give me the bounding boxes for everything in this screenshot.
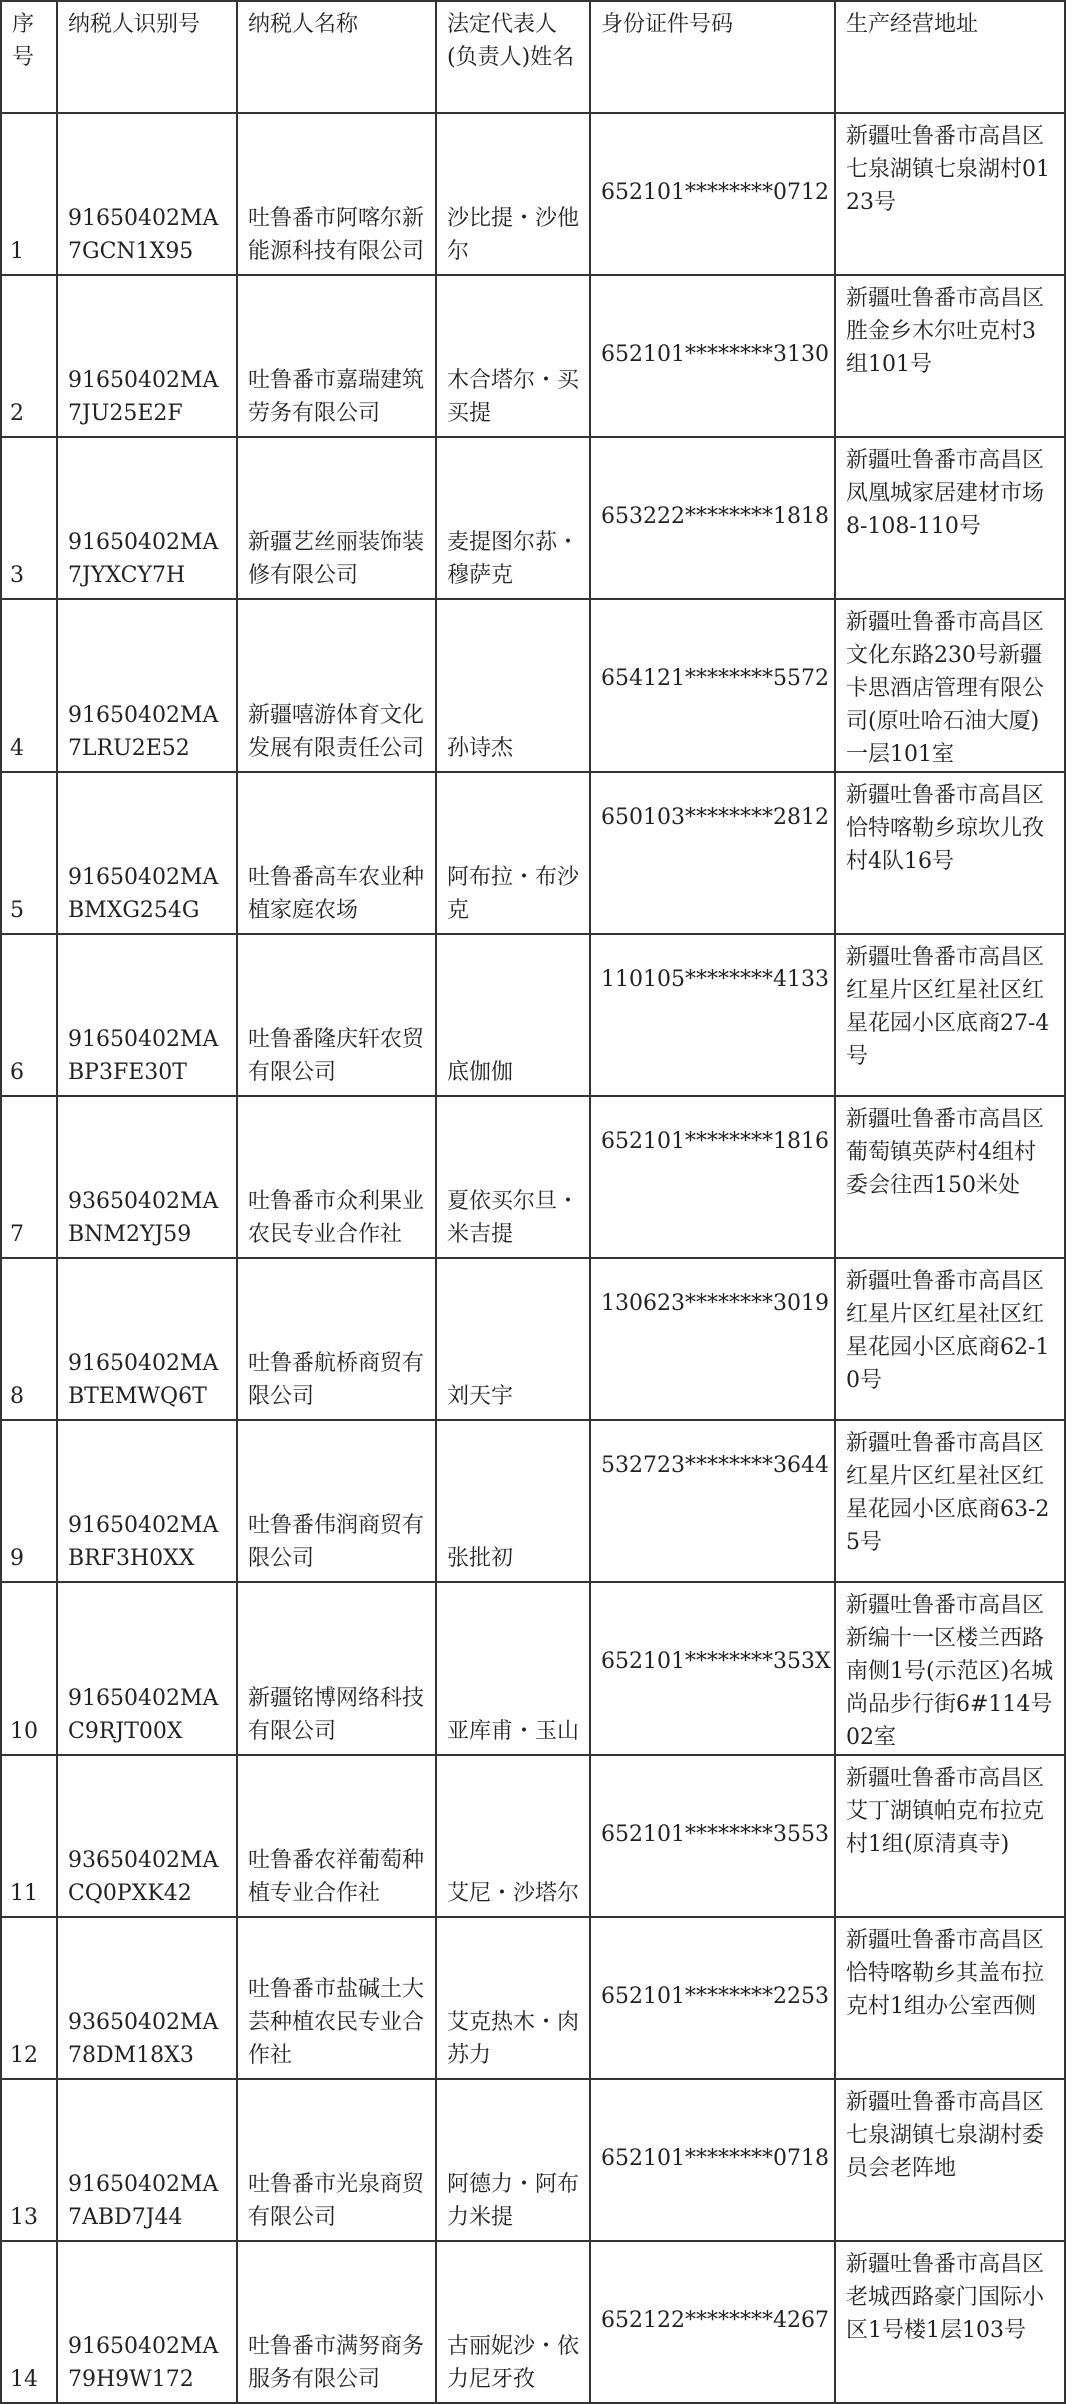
cell-legal-representative: 刘天宇 xyxy=(436,1258,590,1420)
table-row xyxy=(1,2079,1065,2241)
cell-legal-representative: 艾尼・沙塔尔 xyxy=(436,1755,590,1917)
cell-id-number: 130623********3019 xyxy=(590,1258,835,1420)
cell-legal-representative: 阿德力・阿布力米提 xyxy=(436,2079,590,2241)
cell-taxpayer-name: 吐鲁番市光泉商贸有限公司 xyxy=(237,2079,436,2241)
cell-id-number: 653222********1818 xyxy=(590,437,835,599)
cell-taxpayer-name: 吐鲁番高车农业种植家庭农场 xyxy=(237,772,436,934)
cell-taxpayer-id: 91650402MA7GCN1X95 xyxy=(57,113,237,275)
cell-business-address: 新疆吐鲁番市高昌区恰特喀勒乡其盖布拉克村1组办公室西侧 xyxy=(835,1917,1065,2079)
cell-id-number: 652101********0718 xyxy=(590,2079,835,2241)
cell-taxpayer-name: 吐鲁番市阿喀尔新能源科技有限公司 xyxy=(237,113,436,275)
cell-taxpayer-name: 新疆艺丝丽装饰装修有限公司 xyxy=(237,437,436,599)
cell-taxpayer-id: 91650402MAC9RJT00X xyxy=(57,1582,237,1755)
cell-seq: 11 xyxy=(1,1755,57,1917)
cell-taxpayer-name: 新疆铭博网络科技有限公司 xyxy=(237,1582,436,1755)
cell-business-address: 新疆吐鲁番市高昌区红星片区红星社区红星花园小区底商62-10号 xyxy=(835,1258,1065,1420)
table-row xyxy=(1,2241,1065,2403)
cell-seq: 4 xyxy=(1,599,57,772)
cell-legal-representative: 底伽伽 xyxy=(436,934,590,1096)
cell-seq: 1 xyxy=(1,113,57,275)
cell-taxpayer-id: 93650402MA78DM18X3 xyxy=(57,1917,237,2079)
cell-taxpayer-name: 吐鲁番隆庆轩农贸有限公司 xyxy=(237,934,436,1096)
table-row xyxy=(1,599,1065,772)
cell-seq: 5 xyxy=(1,772,57,934)
cell-taxpayer-id: 93650402MABNM2YJ59 xyxy=(57,1096,237,1258)
cell-legal-representative: 艾克热木・肉苏力 xyxy=(436,1917,590,2079)
cell-business-address: 新疆吐鲁番市高昌区胜金乡木尔吐克村3组101号 xyxy=(835,275,1065,437)
cell-seq: 13 xyxy=(1,2079,57,2241)
cell-business-address: 新疆吐鲁番市高昌区新编十一区楼兰西路南侧1号(示范区)名城尚品步行街6#114号02室 xyxy=(835,1582,1065,1755)
cell-legal-representative: 木合塔尔・买买提 xyxy=(436,275,590,437)
header-id-number: 身份证件号码 xyxy=(590,1,835,113)
table-row xyxy=(1,1917,1065,2079)
table-row xyxy=(1,1096,1065,1258)
cell-id-number: 652122********4267 xyxy=(590,2241,835,2403)
cell-id-number: 652101********2253 xyxy=(590,1917,835,2079)
cell-taxpayer-name: 吐鲁番航桥商贸有限公司 xyxy=(237,1258,436,1420)
cell-legal-representative: 麦提图尔荪・穆萨克 xyxy=(436,437,590,599)
cell-business-address: 新疆吐鲁番市高昌区红星片区红星社区红星花园小区底商63-25号 xyxy=(835,1420,1065,1582)
cell-taxpayer-name: 吐鲁番市满努商务服务有限公司 xyxy=(237,2241,436,2403)
cell-legal-representative: 沙比提・沙他尔 xyxy=(436,113,590,275)
cell-seq: 7 xyxy=(1,1096,57,1258)
cell-id-number: 652101********0712 xyxy=(590,113,835,275)
cell-business-address: 新疆吐鲁番市高昌区恰特喀勒乡琼坎儿孜村4队16号 xyxy=(835,772,1065,934)
cell-business-address: 新疆吐鲁番市高昌区七泉湖镇七泉湖村委员会老阵地 xyxy=(835,2079,1065,2241)
table-row xyxy=(1,934,1065,1096)
cell-seq: 6 xyxy=(1,934,57,1096)
cell-id-number: 652101********3553 xyxy=(590,1755,835,1917)
cell-id-number: 110105********4133 xyxy=(590,934,835,1096)
cell-seq: 8 xyxy=(1,1258,57,1420)
table-row xyxy=(1,437,1065,599)
table-row xyxy=(1,1420,1065,1582)
cell-seq: 9 xyxy=(1,1420,57,1582)
cell-legal-representative: 古丽妮沙・依力尼牙孜 xyxy=(436,2241,590,2403)
cell-seq: 2 xyxy=(1,275,57,437)
table-row xyxy=(1,1755,1065,1917)
cell-seq: 3 xyxy=(1,437,57,599)
cell-taxpayer-id: 91650402MA7ABD7J44 xyxy=(57,2079,237,2241)
cell-legal-representative: 张批初 xyxy=(436,1420,590,1582)
cell-id-number: 650103********2812 xyxy=(590,772,835,934)
cell-taxpayer-name: 新疆嘻游体育文化发展有限责任公司 xyxy=(237,599,436,772)
cell-taxpayer-id: 91650402MABRF3H0XX xyxy=(57,1420,237,1582)
cell-seq: 10 xyxy=(1,1582,57,1755)
cell-taxpayer-name: 吐鲁番市众利果业农民专业合作社 xyxy=(237,1096,436,1258)
cell-seq: 14 xyxy=(1,2241,57,2403)
cell-id-number: 654121********5572 xyxy=(590,599,835,772)
cell-taxpayer-name: 吐鲁番农祥葡萄种植专业合作社 xyxy=(237,1755,436,1917)
cell-taxpayer-id: 91650402MA7JYXCY7H xyxy=(57,437,237,599)
cell-business-address: 新疆吐鲁番市高昌区葡萄镇英萨村4组村委会往西150米处 xyxy=(835,1096,1065,1258)
cell-id-number: 652101********3130 xyxy=(590,275,835,437)
cell-taxpayer-id: 91650402MA79H9W172 xyxy=(57,2241,237,2403)
cell-business-address: 新疆吐鲁番市高昌区红星片区红星社区红星花园小区底商27-4号 xyxy=(835,934,1065,1096)
table-row xyxy=(1,113,1065,275)
cell-taxpayer-id: 91650402MABMXG254G xyxy=(57,772,237,934)
cell-legal-representative: 亚库甫・玉山 xyxy=(436,1582,590,1755)
table-row xyxy=(1,772,1065,934)
cell-taxpayer-id: 91650402MA7LRU2E52 xyxy=(57,599,237,772)
header-taxpayer-id: 纳税人识别号 xyxy=(57,1,237,113)
cell-legal-representative: 夏依买尔旦・米吉提 xyxy=(436,1096,590,1258)
table-row xyxy=(1,1582,1065,1755)
cell-taxpayer-id: 91650402MABP3FE30T xyxy=(57,934,237,1096)
cell-id-number: 532723********3644 xyxy=(590,1420,835,1582)
cell-business-address: 新疆吐鲁番市高昌区老城西路豪门国际小区1号楼1层103号 xyxy=(835,2241,1065,2403)
header-business-address: 生产经营地址 xyxy=(835,1,1065,113)
cell-legal-representative: 孙诗杰 xyxy=(436,599,590,772)
header-seq: 序号 xyxy=(1,1,57,113)
cell-taxpayer-id: 91650402MABTEMWQ6T xyxy=(57,1258,237,1420)
header-taxpayer-name: 纳税人名称 xyxy=(237,1,436,113)
cell-business-address: 新疆吐鲁番市高昌区艾丁湖镇帕克布拉克村1组(原清真寺) xyxy=(835,1755,1065,1917)
header-legal-representative: 法定代表人(负责人)姓名 xyxy=(436,1,590,113)
cell-business-address: 新疆吐鲁番市高昌区凤凰城家居建材市场8-108-110号 xyxy=(835,437,1065,599)
table-header-row xyxy=(1,1,1065,113)
cell-taxpayer-id: 91650402MA7JU25E2F xyxy=(57,275,237,437)
table-row xyxy=(1,275,1065,437)
cell-business-address: 新疆吐鲁番市高昌区七泉湖镇七泉湖村0123号 xyxy=(835,113,1065,275)
cell-taxpayer-name: 吐鲁番市嘉瑞建筑劳务有限公司 xyxy=(237,275,436,437)
table-row xyxy=(1,1258,1065,1420)
cell-business-address: 新疆吐鲁番市高昌区文化东路230号新疆卡思酒店管理有限公司(原吐哈石油大厦)一层101室 xyxy=(835,599,1065,772)
cell-legal-representative: 阿布拉・布沙克 xyxy=(436,772,590,934)
cell-seq: 12 xyxy=(1,1917,57,2079)
cell-id-number: 652101********1816 xyxy=(590,1096,835,1258)
cell-id-number: 652101********353X xyxy=(590,1582,835,1755)
cell-taxpayer-id: 93650402MACQ0PXK42 xyxy=(57,1755,237,1917)
cell-taxpayer-name: 吐鲁番伟润商贸有限公司 xyxy=(237,1420,436,1582)
cell-taxpayer-name: 吐鲁番市盐碱土大芸种植农民专业合作社 xyxy=(237,1917,436,2079)
